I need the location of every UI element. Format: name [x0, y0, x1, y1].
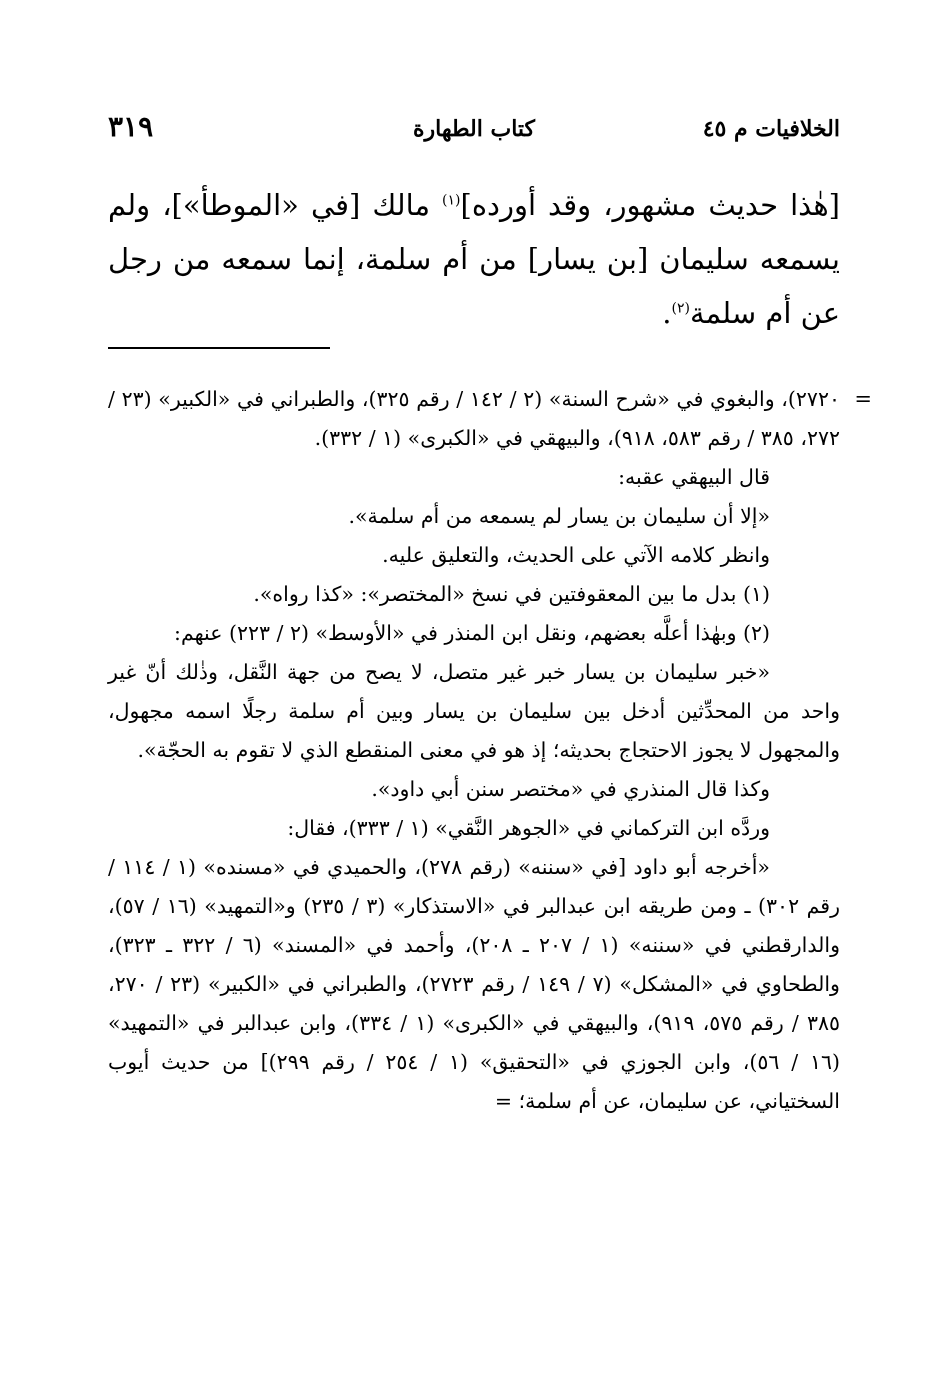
main-paragraph: [108, 178, 840, 340]
main-text-part1: [هٰذا حديث مشهور، وقد أورده]: [460, 188, 840, 222]
footnote-ref-1: (١): [442, 192, 461, 209]
chapter-title: كتاب الطهارة: [412, 116, 536, 142]
footnote-2-quote-text: «أخرجه أبو داود [في «سننه» (رقم ٢٧٨)، والحميدي في «مسنده» (١ / ١١٤ / رقم ٣٠٢) ـ ومن طريقه ابن عبدالبر في «الاستذكار» (٣ / ٢٣٥) و«التمهيد» (١٦ / ٥٧)، والدارقطني في «سننه» (١ / ٢٠٧ ـ ٢٠٨)، وأحمد في «المسند» (٦ / ٣٢٢ ـ ٣٢٣)، والطحاوي في «المشكل» (٧ / ١٤٩ / رقم ٢٧٢٣)، والطبراني في «الكبير» (٢٣ / ٢٧٠، ٣٨٥ / رقم ٥٧٥، ٩١٩)، والبيهقي في «الكبرى» (١ / ٣٣٤)، وابن عبدالبر في «التمهيد» (١٦ / ٥٦)، وابن الجوزي في «التحقيق» (١ / ٢٥٤ / رقم ٢٩٩)] من حديث أيوب السختياني، عن سليمان، عن أم سلمة؛: [108, 855, 841, 1113]
footnote-paragraph: وانظر كلامه الآتي على الحديث، والتعليق عليه.: [382, 543, 770, 567]
footnote-continued: ٢٧٢٠)، والبغوي في «شرح السنة» (٢ / ١٤٢ / رقم ٣٢٥)، والطبراني في «الكبير» (٢٣ / ٢٧٢، ٣٨٥ / رقم ٥٨٣، ٩١٨)، والبيهقي في «الكبرى» (١ / ٣٣٢).: [108, 387, 840, 450]
continuation-mark-end: =: [494, 1089, 513, 1113]
footnote-2-paragraph: وكذا قال المنذري في «مختصر سنن أبي داود».: [371, 777, 770, 801]
footnote-separator: [108, 347, 330, 349]
footnote-paragraph: قال البيهقي عقبه:: [618, 465, 770, 489]
footnote-2-quote: [108, 848, 840, 1121]
main-text-end: .: [662, 296, 672, 330]
footnote-ref-2: (٢): [671, 300, 690, 317]
footnotes: [108, 380, 872, 1121]
main-text-part2: مالك [في «الموطأ»]، ولم يسمعه سليمان [بن يسار] من أم سلمة، إنما سمعه من رجل عن أم سلمة: [108, 188, 840, 330]
footnote-2: (٢) وبهٰذا أعلَّه بعضهم، ونقل ابن المنذر في «الأوسط» (٢ / ٢٢٣) عنهم:: [174, 621, 770, 645]
continuation-mark-start: =: [854, 387, 872, 411]
footnote-quote: «إلا أن سليمان بن يسار لم يسمعه من أم سلمة».: [348, 504, 770, 528]
footnote-1: (١) بدل ما بين المعقوفتين في نسخ «المختصر»: «كذا رواه».: [253, 582, 770, 606]
page-number: ٣١٩: [108, 110, 154, 143]
main-text: [108, 178, 840, 340]
footnote-2-paragraph: وردَّه ابن التركماني في «الجوهر النَّقي» (١ / ٣٣٣)، فقال:: [287, 816, 770, 840]
page-header: [108, 110, 840, 150]
footnote-2-quote: «خبر سليمان بن يسار خبر غير متصل، لا يصح من جهة النَّقل، وذٰلك أنّ غير واحد من المحدِّثين أدخل بين سليمان بن يسار وبين أم سلمة رجلًا اسمه مجهول، والمجهول لا يجوز الاحتجاج بحديثه؛ إذ هو في معنى المنقطع الذي لا تقوم به الحجّة».: [108, 660, 840, 762]
running-title: الخلافيات م ٤٥: [702, 116, 840, 142]
